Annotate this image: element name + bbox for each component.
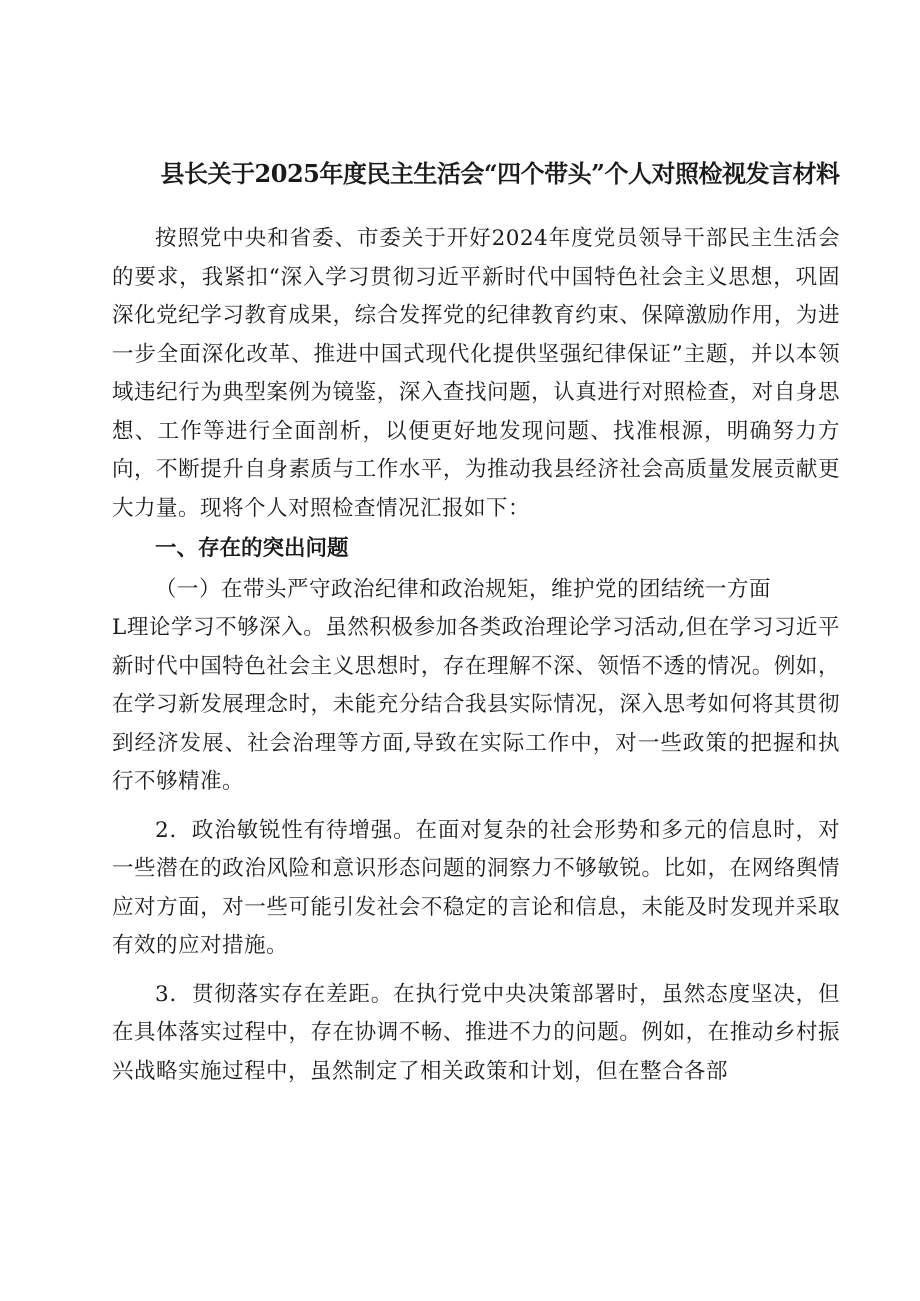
item-text: 政治敏锐性有待增强。在面对复杂的社会形势和多元的信息时，对一些潜在的政治风险和意识形态问题的洞察力不够敏锐。比如，在网络舆情应对方面，对一些可能引发社会不稳定的言论和信息，未能及时发现并采取有效的应对措施。 (112, 817, 840, 958)
paragraph-gap (112, 966, 840, 976)
list-item (112, 609, 840, 802)
item-number: 3． (155, 981, 192, 1007)
document-body (112, 220, 840, 1091)
section-heading-problems: 一、存在的突出问题 (155, 536, 349, 561)
list-item (112, 812, 840, 966)
item-number: 2． (155, 817, 192, 843)
list-item (112, 976, 840, 1092)
intro-paragraph: 按照党中央和省委、市委关于开好2024年度党员领导干部民主生活会的要求，我紧扣“深入学习贯彻习近平新时代中国特色社会主义思想，巩固深化党纪学习教育成果，综合发挥党的纪律教育约束、保障激励作用，为进一步全面深化改革、推进中国式现代化提供坚强纪律保证”主题，并以本领域违纪行为典型案例为镜鉴，深入查找问题，认真进行对照检查，对自身思想、工作等进行全面剖析，以便更好地发现问题、找准根源，明确努力方向，不断提升自身素质与工作水平，为推动我县经济社会高质量发展贡献更大力量。现将个人对照检查情况汇报如下： (112, 226, 840, 521)
subsection-heading-political-discipline: （一）在带头严守政治纪律和政治规矩，维护党的团结统一方面 (155, 576, 772, 602)
item-text: 贯彻落实存在差距。在执行党中央决策部署时，虽然态度坚决，但在具体落实过程中，存在协调不畅、推进不力的问题。例如，在推动乡村振兴战略实施过程中，虽然制定了相关政策和计划，但在整合各部 (112, 981, 840, 1084)
document-title: 县长关于2025年度民主生活会“四个带头”个人对照检视发言材料 (160, 159, 840, 188)
paragraph-gap (112, 802, 840, 812)
item-text: 理论学习不够深入。虽然积极参加各类政治理论学习活动,但在学习习近平新时代中国特色社会主义思想时，存在理解不深、领悟不透的情况。例如，在学习新发展理念时，未能充分结合我县实际情况，深入思考如何将其贯彻到经济发展、社会治理等方面,导致在实际工作中，对一些政策的把握和执行不够精准。 (112, 615, 840, 794)
item-number: L (112, 615, 127, 640)
